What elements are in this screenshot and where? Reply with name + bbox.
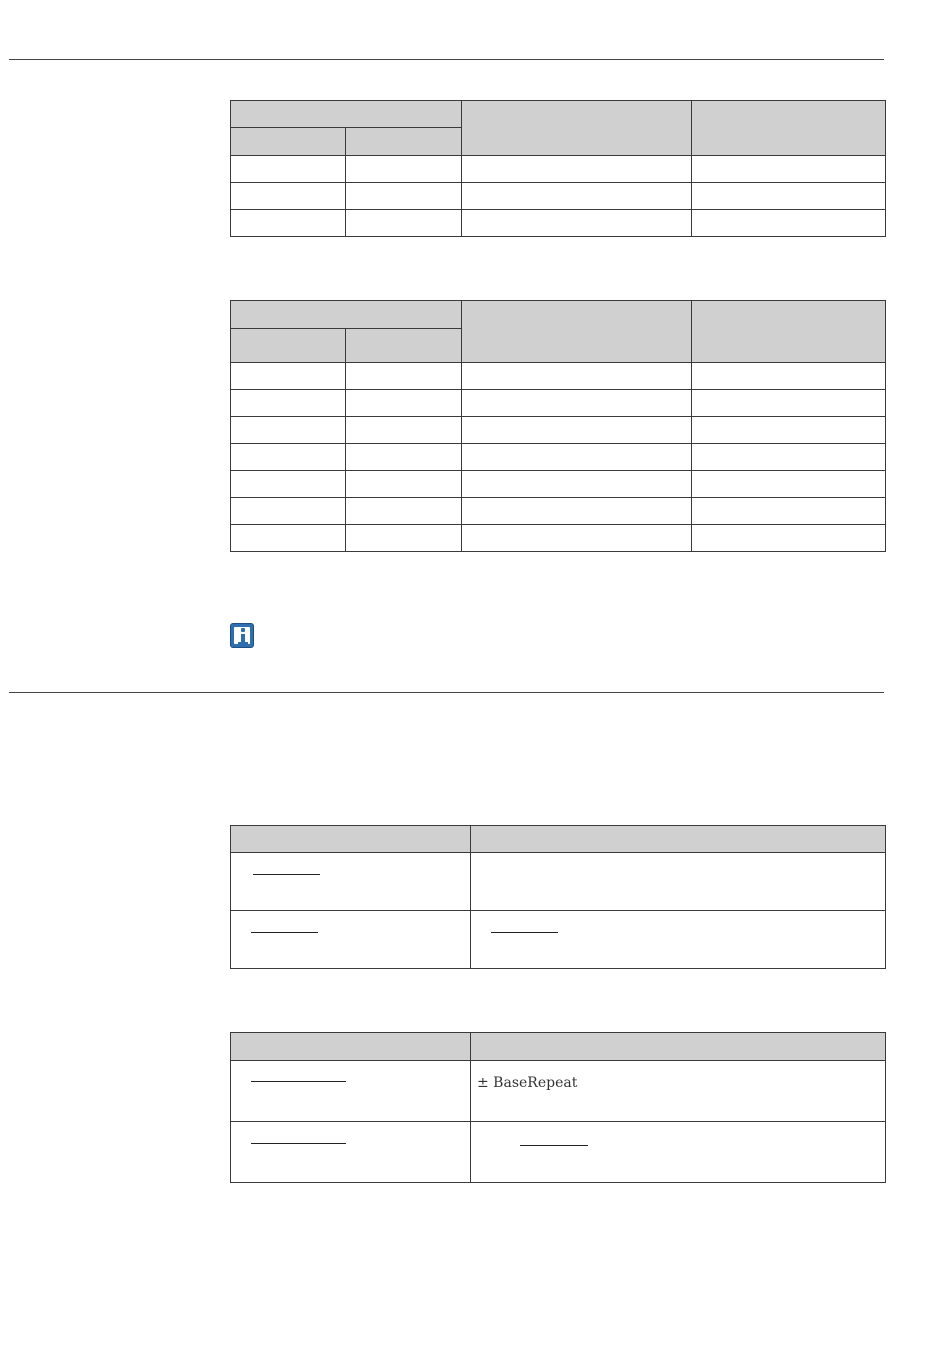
table-row	[231, 471, 886, 498]
table-header-row	[231, 101, 886, 128]
underline-mark	[251, 1143, 346, 1144]
header-cell	[692, 301, 886, 363]
underline-mark	[251, 932, 318, 933]
table-4	[230, 1032, 886, 1183]
header-cell	[471, 1033, 886, 1061]
section-rule	[9, 692, 884, 693]
table-row	[231, 183, 886, 210]
table-row	[231, 390, 886, 417]
table-cell	[471, 853, 886, 911]
header-cell	[231, 101, 462, 128]
header-cell	[231, 128, 346, 156]
table-row	[231, 853, 886, 911]
table-row	[231, 1122, 886, 1183]
table-cell	[471, 1061, 886, 1122]
header-cell	[231, 301, 462, 329]
table-row	[231, 525, 886, 552]
table-header-row	[231, 1033, 886, 1061]
header-cell	[462, 101, 692, 156]
underline-mark	[520, 1145, 588, 1146]
table-row	[231, 417, 886, 444]
table-2	[230, 300, 886, 552]
header-cell	[231, 1033, 471, 1061]
underline-mark	[251, 1081, 346, 1082]
table-row	[231, 444, 886, 471]
table-cell	[231, 911, 471, 969]
table-header-row	[231, 826, 886, 853]
top-rule	[9, 59, 884, 60]
header-cell	[231, 329, 346, 363]
table-cell	[231, 853, 471, 911]
value-text: ± BaseRepeat	[477, 1075, 578, 1091]
header-cell	[471, 826, 886, 853]
header-cell	[462, 301, 692, 363]
info-icon	[230, 623, 254, 648]
header-cell	[231, 826, 471, 853]
header-cell	[346, 329, 462, 363]
table-header-row	[231, 301, 886, 329]
table-cell	[471, 1122, 886, 1183]
table-row	[231, 363, 886, 390]
table-cell	[231, 1061, 471, 1122]
underline-mark	[491, 932, 558, 933]
table-row	[231, 156, 886, 183]
underline-mark	[253, 874, 320, 875]
table-row	[231, 911, 886, 969]
table-row	[231, 210, 886, 237]
table-row	[231, 1061, 886, 1122]
table-cell	[471, 911, 886, 969]
table-row	[231, 498, 886, 525]
header-cell	[346, 128, 462, 156]
header-cell	[692, 101, 886, 156]
table-cell	[231, 1122, 471, 1183]
table-3	[230, 825, 886, 969]
table-1	[230, 100, 886, 237]
